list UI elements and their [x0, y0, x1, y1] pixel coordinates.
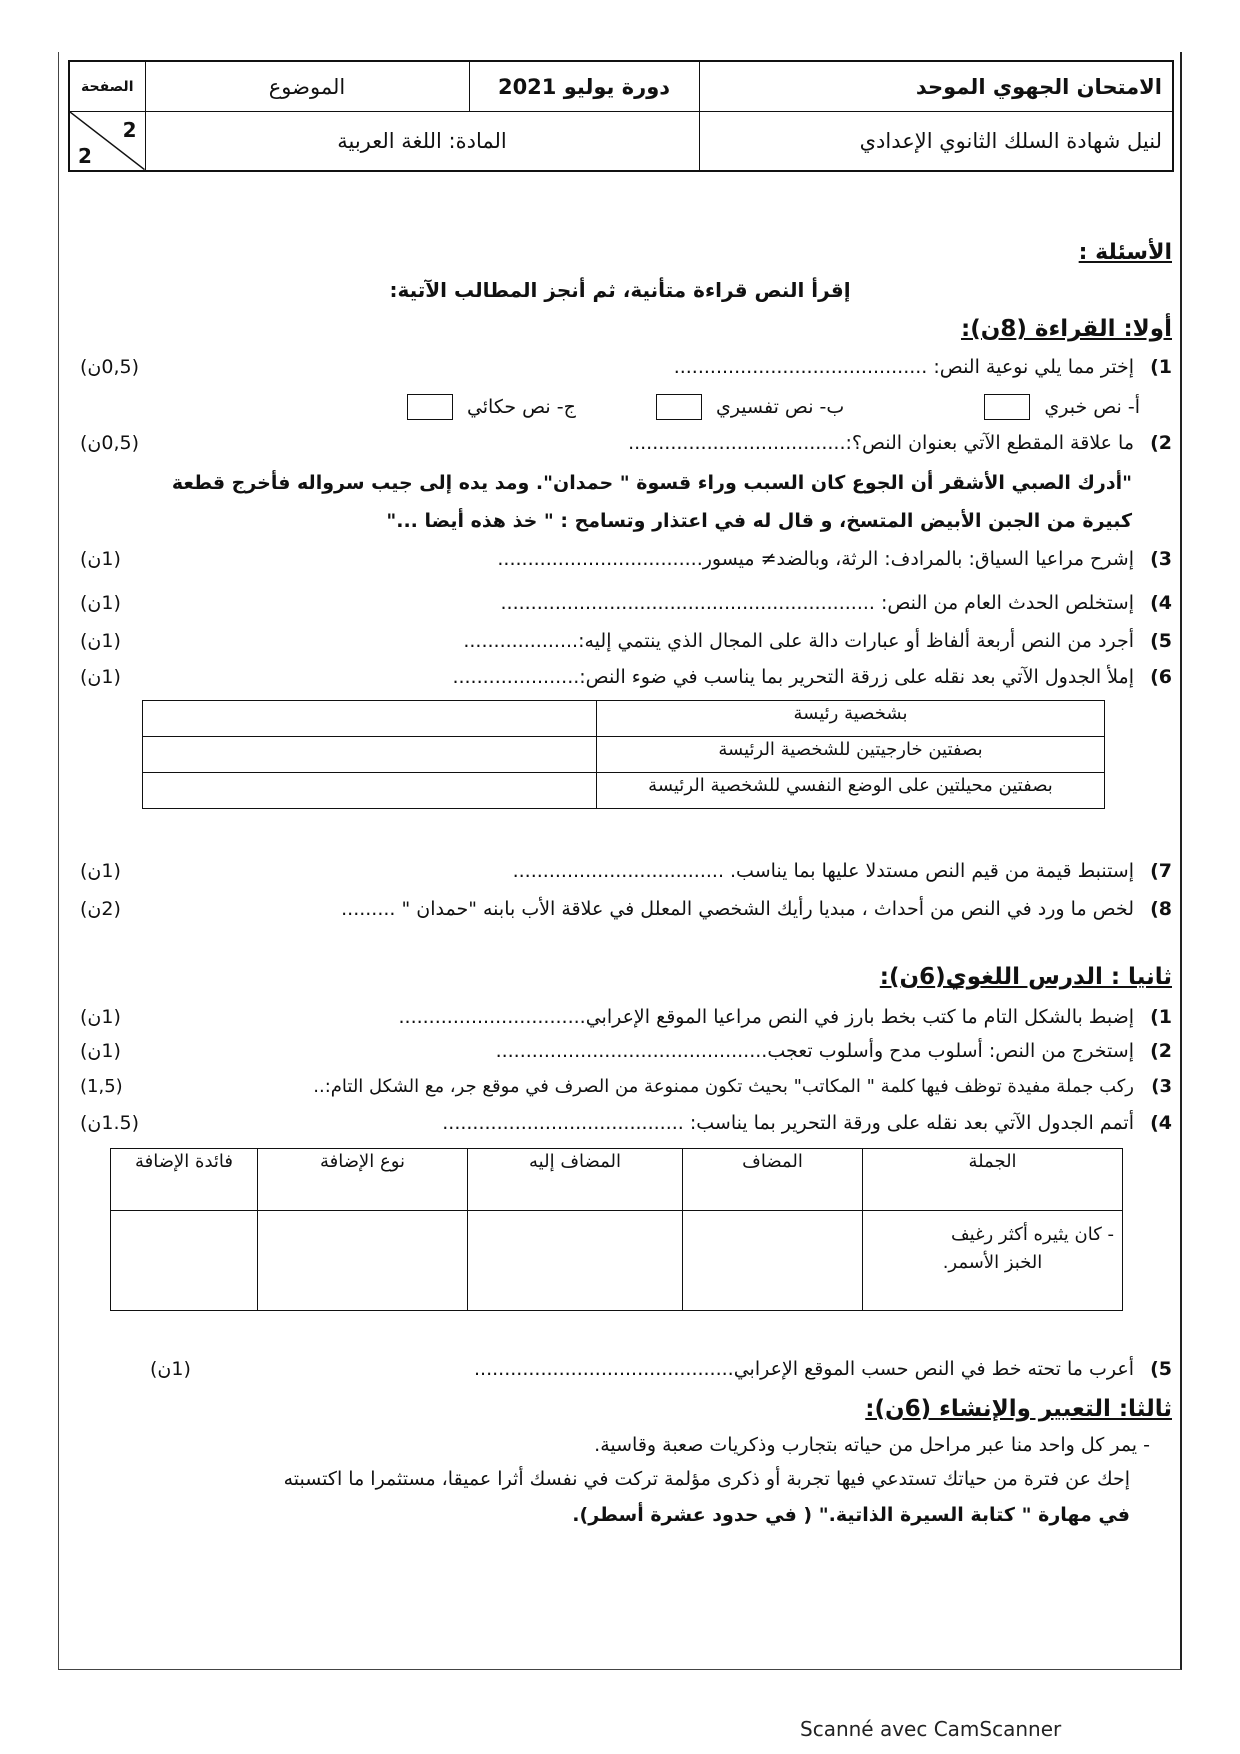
reading-title: أولا: القراءة (8ن):: [961, 316, 1172, 342]
quote-line-1: "أدرك الصبي الأشقر أن الجوع كان السبب وراء قسوة " حمدان". ومد يده إلى جيب سرواله فأخرج قطعة: [171, 472, 1132, 494]
sentence-line-2: الخبز الأسمر.: [942, 1252, 1043, 1273]
q-text: إشرح مراعيا السياق: بالمرادف: الرثة، وبالضد≠ ميسور..................................: [497, 548, 1134, 570]
reading-q3: [80, 548, 1172, 578]
reading-q4: [80, 592, 1172, 622]
q-text: إملأ الجدول الآتي بعد نقله على زرقة التحرير بما يناسب في ضوء النص:.....................: [452, 666, 1134, 688]
page-label: الصفحة: [69, 61, 145, 112]
option-c-label: ج- نص حكائي: [466, 395, 576, 418]
answer-cell: [258, 1211, 468, 1311]
q-number: 2): [1150, 1040, 1172, 1062]
q-points: (0,5ن): [80, 432, 140, 454]
q-number: 2): [1150, 432, 1172, 454]
q-points: (2ن): [80, 898, 121, 920]
q-points: (1ن): [80, 630, 121, 652]
character-table: [142, 700, 1105, 809]
answer-cell: [111, 1211, 258, 1311]
q-text: أجرد من النص أربعة ألفاظ أو عبارات دالة على المجال الذي ينتمي إليه:...................: [463, 630, 1134, 652]
page-number-cell: [69, 112, 145, 171]
col-header-mudaf: المضاف: [683, 1149, 863, 1211]
q-number: 4): [1150, 592, 1172, 614]
table-row-label: بصفتين محيلتين على الوضع النفسي للشخصية الرئيسة: [597, 773, 1105, 809]
reading-q5: [80, 630, 1172, 660]
q-number: 1): [1150, 1006, 1172, 1028]
sentence-line-1: - كان يثيره أكثر رغيف: [951, 1224, 1114, 1245]
writing-line-2: إحك عن فترة من حياتك تستدعي فيها تجربة أو ذكرى مؤلمة تركت في نفسك أثرا عميقا، مستثمرا ما اكتسبته: [283, 1468, 1130, 1490]
table-row-label: بصفتين خارجيتين للشخصية الرئيسة: [597, 737, 1105, 773]
col-header-idafa-benefit: فائدة الإضافة: [111, 1149, 258, 1211]
idafa-table: [110, 1148, 1123, 1311]
q-points: (1.5ن): [80, 1112, 140, 1134]
reading-q7: [80, 860, 1172, 890]
q-points: (1ن): [80, 592, 121, 614]
language-q5: [150, 1358, 1172, 1388]
q-number: 7): [1150, 860, 1172, 882]
q-number: 3): [1150, 548, 1172, 570]
language-q2: [80, 1040, 1172, 1070]
page-current: 2: [122, 118, 137, 143]
option-b-checkbox[interactable]: [656, 394, 702, 420]
q-points: (1ن): [80, 1006, 121, 1028]
reading-q6: [80, 666, 1172, 696]
answer-cell: [143, 737, 597, 773]
writing-line-1: - يمر كل واحد منا عبر مراحل من حياته بتجارب وذكريات صعبة وقاسية.: [594, 1434, 1150, 1456]
q-text: لخص ما ورد في النص من أحداث ، مبديا رأيك الشخصي المعلل في علاقة الأب بابنه "حمدان " .........: [341, 898, 1134, 920]
q-points: (1ن): [80, 1040, 121, 1062]
exam-session: دورة يوليو 2021: [469, 61, 699, 112]
certificate-label: لنيل شهادة السلك الثانوي الإعدادي: [699, 112, 1173, 171]
answer-cell: [143, 701, 597, 737]
q-number: 5): [1150, 630, 1172, 652]
topic-label: الموضوع: [145, 61, 469, 112]
scanner-watermark: Scanné avec CamScanner: [800, 1717, 1062, 1741]
q-number: 8): [1150, 898, 1172, 920]
text-type-options: [399, 394, 1140, 420]
q-number: 5): [1150, 1358, 1172, 1380]
language-title: ثانيا : الدرس اللغوي(6ن):: [879, 964, 1172, 990]
language-q1: [80, 1006, 1172, 1036]
questions-title: الأسئلة :: [1078, 240, 1172, 265]
col-header-idafa-type: نوع الإضافة: [258, 1149, 468, 1211]
q-number: 1): [1150, 356, 1172, 378]
option-a-checkbox[interactable]: [984, 394, 1030, 420]
exam-header: [68, 60, 1174, 172]
page-total: 2: [78, 144, 92, 168]
instruction: إقرأ النص قراءة متأنية، ثم أنجز المطالب الآتية:: [389, 278, 851, 302]
answer-cell: [468, 1211, 683, 1311]
q-number: 4): [1150, 1112, 1172, 1134]
q-points: (1ن): [150, 1358, 191, 1380]
q-text: إختر مما يلي نوعية النص: ..........................................: [673, 356, 1134, 378]
option-b-label: ب- نص تفسيري: [715, 395, 845, 418]
quote-line-2: كبيرة من الجبن الأبيض المتسخ، و قال له في اعتذار وتسامح : " خذ هذه أيضا ...": [386, 510, 1132, 532]
q-points: (1ن): [80, 548, 121, 570]
language-q3: [80, 1076, 1172, 1106]
reading-q2: [80, 432, 1172, 462]
q-points: (1ن): [80, 860, 121, 882]
subject-label: المادة: اللغة العربية: [145, 112, 699, 171]
col-header-mudaf-ilayh: المضاف إليه: [468, 1149, 683, 1211]
q-text: ما علاقة المقطع الآتي بعنوان النص؟:....................................: [628, 432, 1134, 454]
q-points: (1ن): [80, 666, 121, 688]
q-text: ركب جملة مفيدة توظف فيها كلمة " المكاتب" بحيث تكون ممنوعة من الصرف في موقع جر، مع الشكل التام:..: [313, 1076, 1134, 1097]
q-text: إستنبط قيمة من قيم النص مستدلا عليها بما يناسب. ...................................: [512, 860, 1134, 882]
q-points: (0,5ن): [80, 356, 140, 378]
reading-q1: [80, 356, 1172, 386]
q-points: (1,5): [80, 1076, 123, 1097]
exam-title: الامتحان الجهوي الموحد: [699, 61, 1173, 112]
q-text: أتمم الجدول الآتي بعد نقله على ورقة التحرير بما يناسب: ........................................: [442, 1112, 1134, 1134]
reading-q8: [80, 898, 1172, 928]
q-text: إستخلص الحدث العام من النص: ..............................................................: [500, 592, 1134, 614]
table-row-label: بشخصية رئيسة: [597, 701, 1105, 737]
q-number: 3): [1151, 1076, 1172, 1097]
writing-title: ثالثا: التعبير والإنشاء (6ن):: [865, 1396, 1172, 1422]
answer-cell: [143, 773, 597, 809]
q-text: إستخرج من النص: أسلوب مدح وأسلوب تعجب.............................................: [495, 1040, 1134, 1062]
language-q4: [80, 1112, 1172, 1142]
sentence-cell: [863, 1211, 1123, 1311]
q-text: إضبط بالشكل التام ما كتب بخط بارز في النص مراعيا الموقع الإعرابي...............................: [398, 1006, 1134, 1028]
q-number: 6): [1150, 666, 1172, 688]
option-a-label: أ- نص خبري: [1044, 395, 1140, 418]
col-header-sentence: الجملة: [863, 1149, 1123, 1211]
q-text: أعرب ما تحته خط في النص حسب الموقع الإعرابي...........................................: [474, 1358, 1134, 1380]
answer-cell: [683, 1211, 863, 1311]
writing-line-3: في مهارة " كتابة السيرة الذاتية." ( في حدود عشرة أسطر).: [572, 1504, 1130, 1526]
option-c-checkbox[interactable]: [407, 394, 453, 420]
